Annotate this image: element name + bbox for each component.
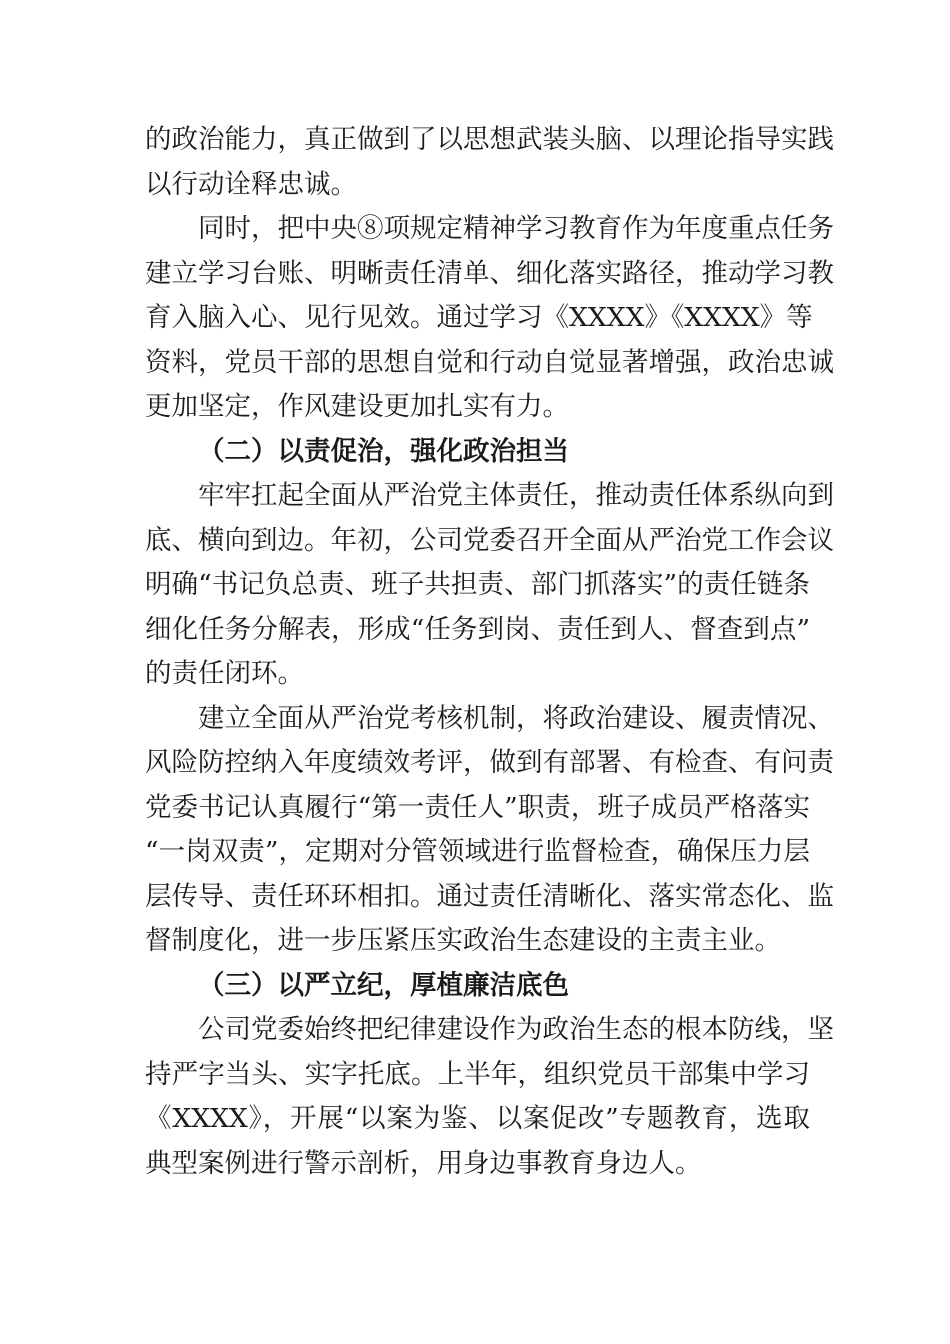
text-line: 以行动诠释忠诚。 [145, 168, 357, 200]
paragraph [145, 474, 834, 697]
paragraph [145, 697, 834, 964]
document-body [145, 118, 834, 1186]
text-line: 典型案例进行警示剖析，用身边事教育身边人。 [145, 1147, 702, 1179]
text-line: 公司党委始终把纪律建设作为政治生态的根本防线，坚 [198, 1014, 834, 1045]
text-line: 督制度化，进一步压紧压实政治生态建设的主责主业。 [145, 925, 781, 956]
text-line: 持严字当头、实字托底。上半年，组织党员干部集中学习 [145, 1058, 810, 1090]
text-line: 的责任闭环。 [145, 658, 304, 689]
section-heading: （二）以责促治，强化政治担当 [198, 435, 569, 467]
text-line: 牢牢扛起全面从严治党主体责任，推动责任体系纵向到 [198, 480, 834, 511]
text-line: “一岗双责”，定期对分管领域进行监督检查，确保压力层 [145, 836, 810, 867]
text-line: 底、横向到边。年初，公司党委召开全面从严治党工作会议 [145, 524, 834, 556]
text-line: 的政治能力，真正做到了以思想武装头脑、以理论指导实践 [145, 124, 834, 155]
paragraph [145, 118, 834, 207]
text-line: 层传导、责任环环相扣。通过责任清晰化、落实常态化、监 [145, 880, 834, 912]
text-line: 育入脑入心、见行见效。通过学习《XXXX》《XXXX》等 [145, 302, 813, 333]
paragraph [145, 1008, 834, 1186]
text-line: 建立全面从严治党考核机制，将政治建设、履责情况、 [198, 702, 834, 734]
text-line: 建立学习台账、明晰责任清单、细化落实路径，推动学习教 [145, 257, 834, 289]
text-line: 细化任务分解表，形成“任务到岗、责任到人、督查到点” [145, 613, 810, 645]
section-heading: （三）以严立纪，厚植廉洁底色 [198, 969, 569, 1001]
text-line: 同时，把中央⑧项规定精神学习教育作为年度重点任务 [198, 213, 834, 244]
text-line: 资料，党员干部的思想自觉和行动自觉显著增强，政治忠诚 [145, 346, 834, 378]
text-line: 明确“书记负总责、班子共担责、部门抓落实”的责任链条 [145, 569, 810, 600]
paragraph [145, 207, 834, 430]
text-line: 党委书记认真履行“第一责任人”职责，班子成员严格落实 [145, 791, 810, 823]
text-line: 更加坚定，作风建设更加扎实有力。 [145, 391, 569, 422]
text-line: 风险防控纳入年度绩效考评，做到有部署、有检查、有问责 [145, 747, 834, 778]
text-line: 《XXXX》，开展“以案为鉴、以案促改”专题教育，选取 [145, 1103, 810, 1134]
